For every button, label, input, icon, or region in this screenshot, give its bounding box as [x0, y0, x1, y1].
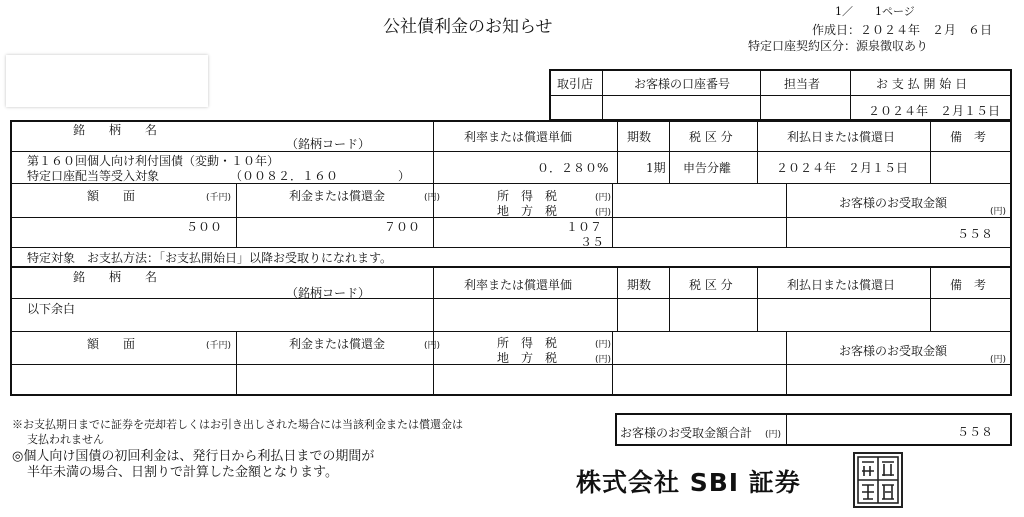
s1-face-unit: (千円): [206, 193, 232, 203]
s2-issue-header: 銘 柄 名: [73, 270, 158, 284]
s1-period-header: 期数: [627, 130, 652, 144]
header-branch: 取引店: [557, 77, 594, 91]
s1-code-header: （銘柄コード）: [286, 137, 371, 151]
s2-tax-header: 税 区 分: [689, 278, 733, 292]
created-date: 作成日：２０２４年 ２月 ６日: [812, 23, 993, 37]
s1-income-tax-unit: (円): [595, 193, 612, 203]
s1-income-tax: １０７: [566, 220, 603, 234]
page-title: 公社債利金のお知らせ: [383, 17, 553, 37]
s1-footnote: 特定対象 お支払方法：「お支払開始日」以降お受取りになれます。: [27, 251, 393, 265]
s1-interest: ７００: [384, 220, 421, 234]
header-staff: 担当者: [784, 77, 821, 91]
s1-local-tax-unit: (円): [595, 208, 612, 218]
total-unit: (円): [765, 430, 782, 440]
s1-local-tax: ３５: [580, 235, 605, 249]
s1-rate-header: 利率または償還単価: [464, 130, 573, 144]
s2-issue-name: 以下余白: [27, 302, 76, 316]
s1-issue-header: 銘 柄 名: [73, 123, 158, 137]
payment-start-date: ２０２４年 ２月１５日: [868, 104, 1001, 118]
total-label: お客様のお受取金額合計: [620, 426, 753, 440]
total-value: ５５８: [957, 425, 994, 439]
tax-category: 特定口座契約区分：源泉徴収あり: [748, 39, 929, 53]
s1-rate: ０．２８０%: [537, 161, 609, 175]
s1-issue-code: （００８２．１６０ ）: [230, 169, 411, 183]
s1-paydate-header: 利払日または償還日: [787, 130, 896, 144]
note1-line2: 支払われません: [27, 433, 104, 446]
s2-receive-header: お客様のお受取金額: [839, 344, 948, 358]
s2-local-tax-header: 地 方 税: [497, 351, 558, 365]
s1-income-tax-header: 所 得 税: [497, 189, 558, 203]
s2-rate-header: 利率または償還単価: [464, 278, 573, 292]
s2-income-tax-unit: (円): [595, 340, 612, 350]
s1-local-tax-header: 地 方 税: [497, 204, 558, 218]
s2-paydate-header: 利払日または償還日: [787, 278, 896, 292]
header-account: お客様の口座番号: [634, 77, 731, 91]
company-logo: 株式会社 SBI 証券: [576, 468, 801, 497]
s2-income-tax-header: 所 得 税: [497, 336, 558, 350]
s2-code-header: （銘柄コード）: [286, 286, 371, 300]
note2-line1: ◎個人向け国債の初回利金は、発行日から利払日までの期間が: [12, 449, 375, 464]
header-start-date: お 支 払 開 始 日: [876, 77, 968, 91]
s1-issue-name: 第１６０回個人向け利付国債（変動・１０年）: [27, 154, 280, 168]
note1-line1: ※お支払期日までに証券を売却若しくはお引き出しされた場合には当該利金または償還金は: [12, 418, 463, 431]
s2-local-tax-unit: (円): [595, 355, 612, 365]
s1-issue-sub: 特定口座配当等受入対象: [27, 169, 160, 183]
s2-note-header: 備 考: [950, 278, 987, 292]
s2-interest-unit: (円): [424, 341, 441, 351]
s1-face-header: 額 面: [87, 189, 136, 203]
s2-face-header: 額 面: [87, 337, 136, 351]
s1-receive-unit: (円): [990, 207, 1007, 217]
page-info: 1／ 1ページ: [835, 5, 915, 18]
s1-face-value: ５００: [186, 220, 223, 234]
s1-tax-type: 申告分離: [683, 161, 732, 175]
s1-paydate: ２０２４年 ２月１５日: [776, 161, 909, 175]
s2-period-header: 期数: [627, 278, 652, 292]
s1-note-header: 備 考: [950, 130, 987, 144]
s1-period: 1期: [646, 161, 666, 175]
s2-interest-header: 利金または償還金: [289, 337, 386, 351]
s1-receive-amount: ５５８: [957, 227, 994, 241]
note2-line2: 半年未満の場合、日割りで計算した金額となります。: [27, 465, 338, 480]
s1-tax-header: 税 区 分: [689, 130, 733, 144]
company-seal: [853, 452, 903, 508]
s2-face-unit: (千円): [206, 341, 232, 351]
seal-icon: [855, 454, 901, 506]
redacted-area: [6, 55, 208, 107]
s2-receive-unit: (円): [990, 355, 1007, 365]
s1-interest-header: 利金または償還金: [289, 189, 386, 203]
s1-receive-header: お客様のお受取金額: [839, 196, 948, 210]
s1-interest-unit: (円): [424, 193, 441, 203]
